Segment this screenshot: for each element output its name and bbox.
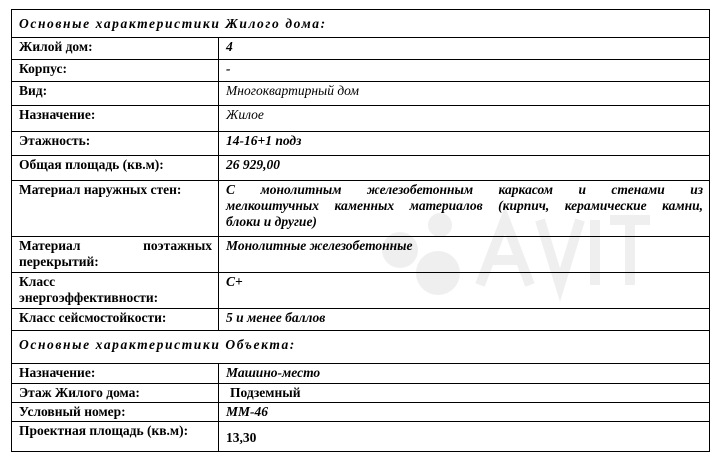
row-label: Назначение: [12, 364, 219, 384]
row-value: Многоквартирный дом [219, 82, 710, 106]
table-row [12, 82, 710, 106]
row-label: Вид: [12, 82, 219, 106]
row-value [219, 422, 710, 452]
row-label: Класс сейсмостойкости: [12, 309, 219, 331]
table-row [12, 156, 710, 181]
table-row [12, 132, 710, 156]
row-label [12, 273, 219, 309]
row-label: Этажность: [12, 132, 219, 156]
row-label: Условный номер: [12, 403, 219, 422]
table-row [12, 60, 710, 82]
row-label: Проектная площадь (кв.м): [12, 422, 219, 452]
table-row [12, 403, 710, 422]
table-row [12, 309, 710, 331]
label-line [19, 238, 212, 254]
row-value: 4 [219, 38, 710, 60]
table-row [12, 422, 710, 452]
row-label: Назначение: [12, 106, 219, 132]
row-label: Корпус: [12, 60, 219, 82]
row-value [219, 384, 710, 403]
section-header-row [12, 331, 710, 364]
value-text: 13,30 [226, 430, 257, 445]
row-value: 26 929,00 [219, 156, 710, 181]
row-label: Этаж Жилого дома: [12, 384, 219, 403]
row-label [12, 237, 219, 273]
row-value: Машино-место [219, 364, 710, 384]
table-row [12, 237, 710, 273]
table-row [12, 181, 710, 237]
table-row [12, 384, 710, 403]
label-line: перекрытий: [19, 254, 99, 269]
section-header-row [12, 10, 710, 38]
label-word: поэтажных [143, 238, 212, 253]
value-line: блоки и другие) [226, 214, 317, 229]
value-line: С монолитным железобетонным каркасом и стенами из [226, 182, 703, 197]
table-row [12, 364, 710, 384]
row-value: - [219, 60, 710, 82]
label-line: энергоэффективности: [19, 290, 159, 305]
table-row [12, 38, 710, 60]
value-line: мелкоштучных каменных материалов (кирпич, керамические камни, [226, 198, 703, 213]
row-value: С+ [219, 273, 710, 309]
row-value [219, 181, 710, 237]
characteristics-table [11, 9, 710, 452]
table-row [12, 273, 710, 309]
row-value: Монолитные железобетонные [219, 237, 710, 273]
label-word: Материал [19, 238, 81, 253]
row-label: Материал наружных стен: [12, 181, 219, 237]
section2-title: Основные характеристики Объекта: [12, 331, 710, 364]
value-text: Подземный [230, 385, 301, 400]
row-label: Жилой дом: [12, 38, 219, 60]
section1-title: Основные характеристики Жилого дома: [12, 10, 710, 38]
row-value: 14-16+1 подз [219, 132, 710, 156]
row-value: 5 и менее баллов [219, 309, 710, 331]
row-value: Жилое [219, 106, 710, 132]
label-line: Класс [19, 274, 56, 289]
row-label: Общая площадь (кв.м): [12, 156, 219, 181]
row-value: ММ-46 [219, 403, 710, 422]
table-row [12, 106, 710, 132]
